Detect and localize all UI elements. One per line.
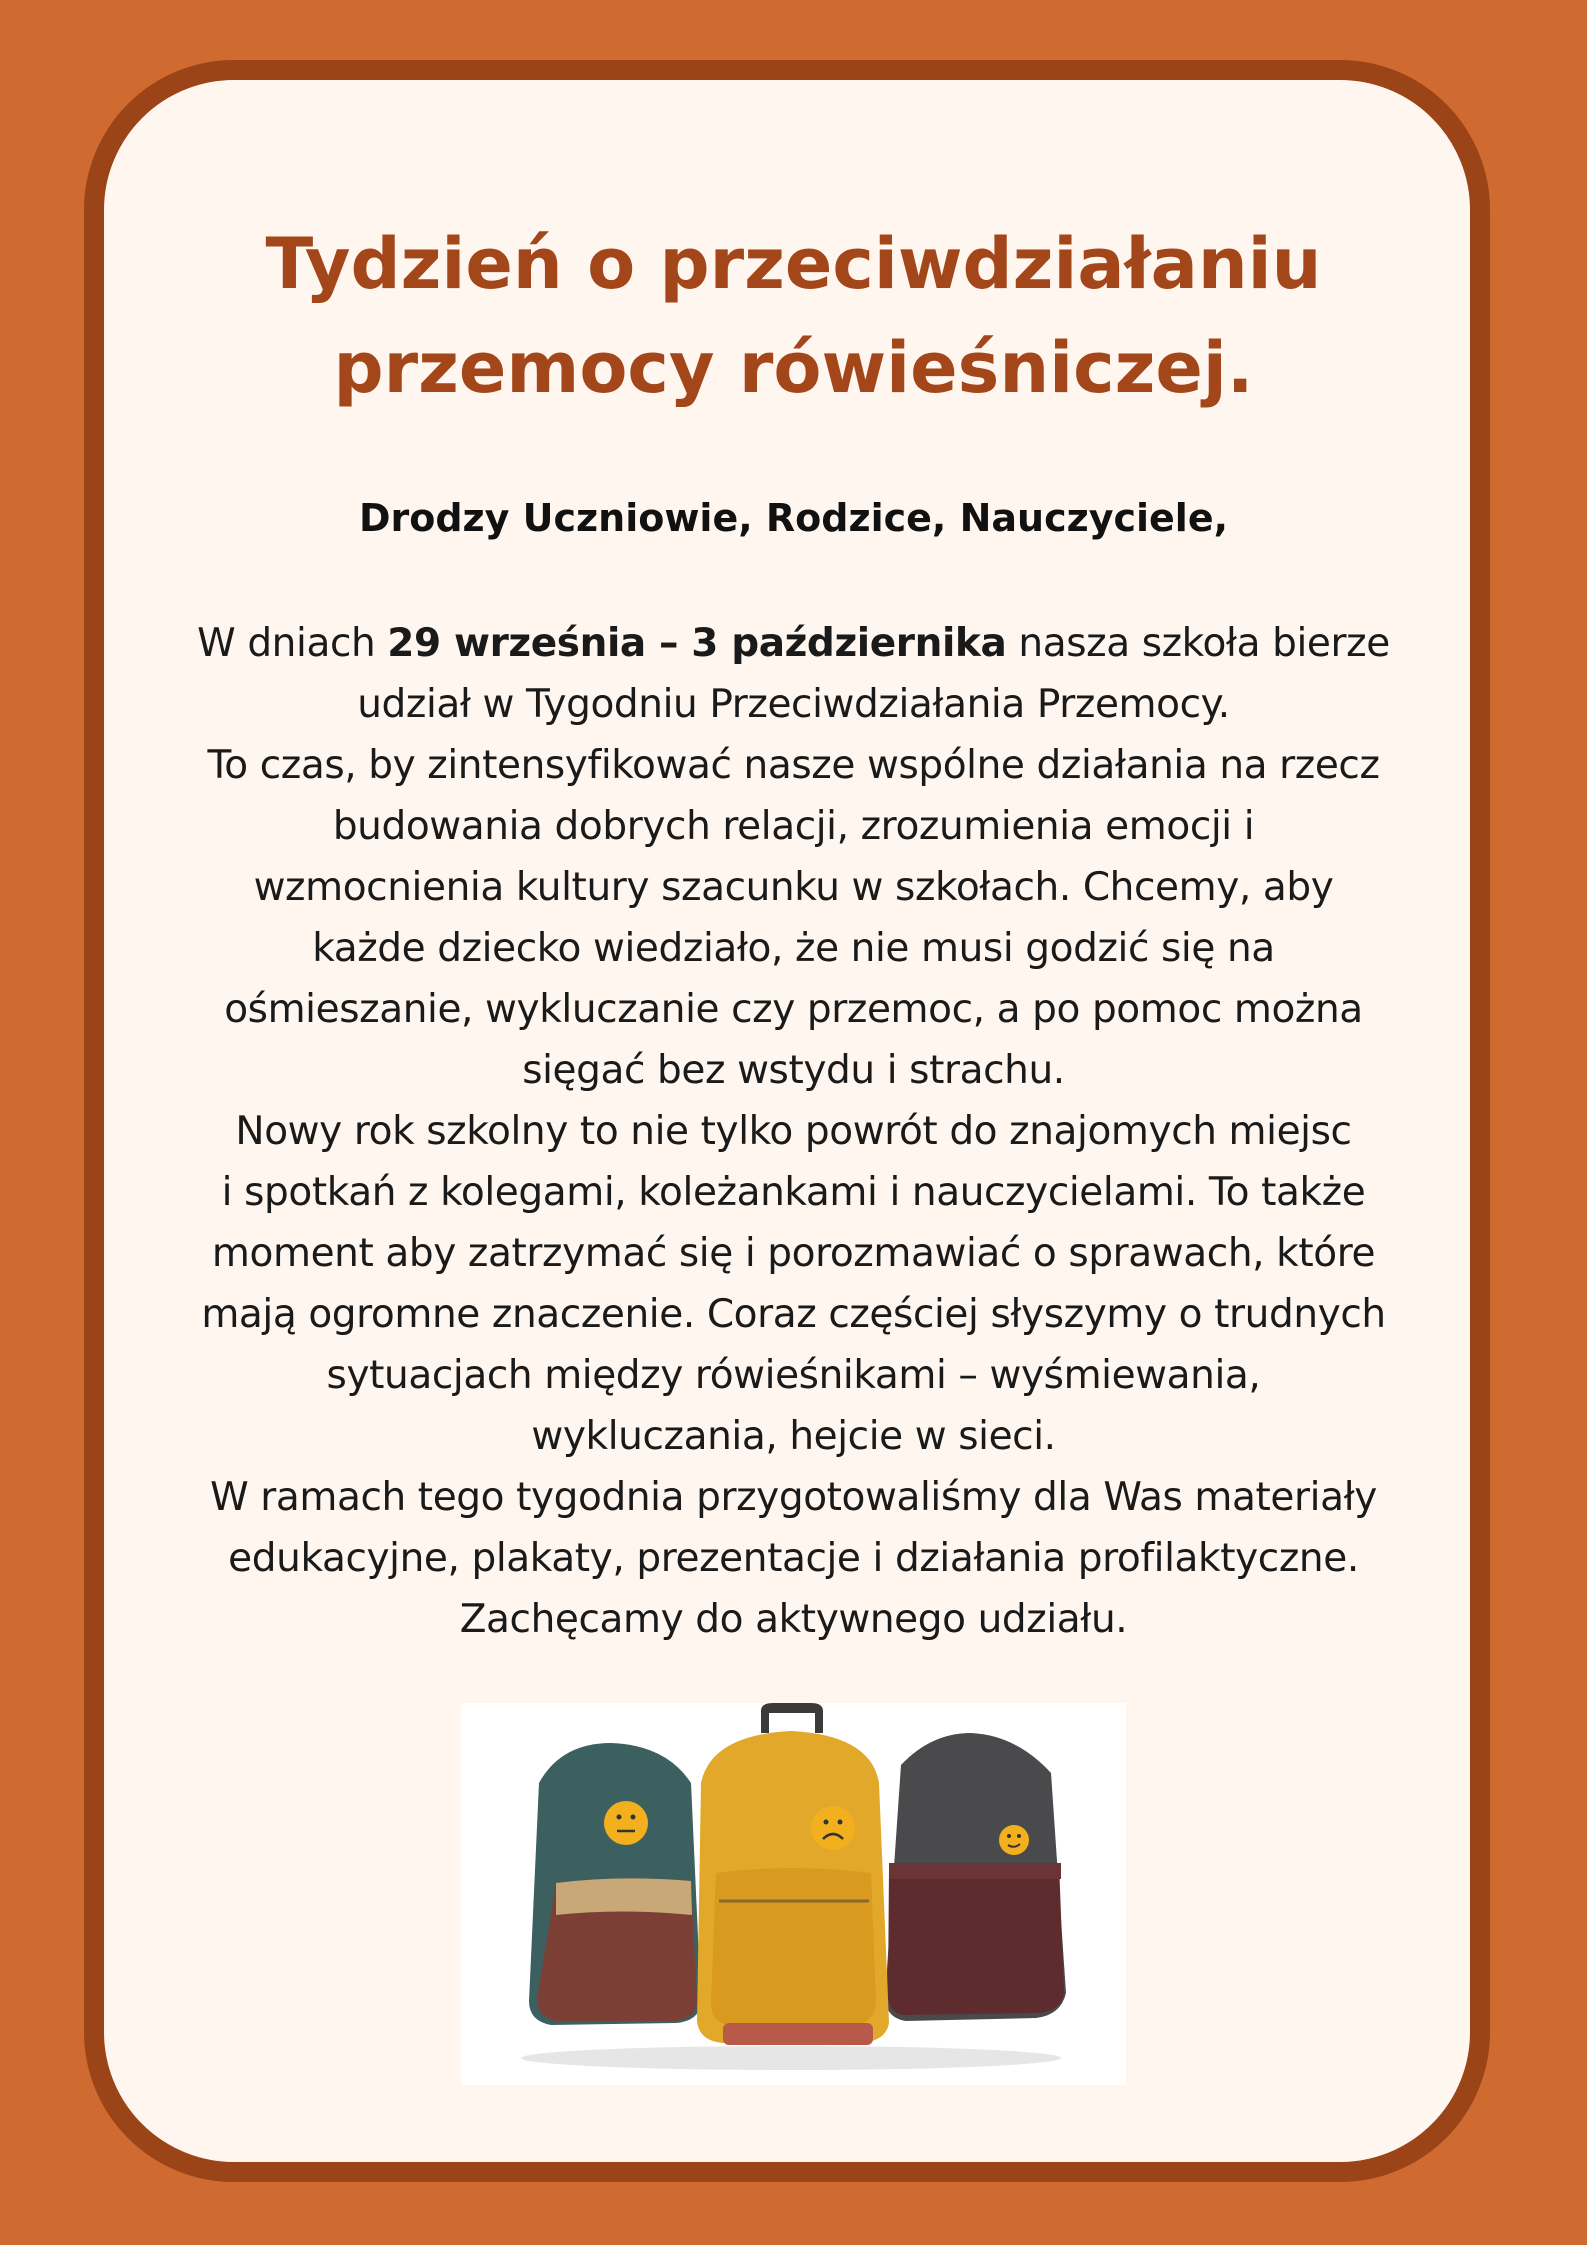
- body-line: budowania dobrych relacji, zrozumienia emocji i: [332, 804, 1255, 849]
- body-line: sytuacjach między rówieśnikami – wyśmiewania,: [326, 1353, 1261, 1398]
- body-line: Zachęcamy do aktywnego udziału.: [459, 1597, 1128, 1642]
- teal-backpack: [529, 1743, 701, 2025]
- body-line: wykluczania, hejcie w sieci.: [531, 1414, 1056, 1459]
- dark-backpack: [885, 1733, 1066, 2021]
- body-line: każde dziecko wiedziało, że nie musi godzić się na: [312, 926, 1275, 971]
- body-line-intro: W dniach 29 września – 3 października nasza szkoła bierze: [197, 621, 1390, 666]
- event-dates: 29 września – 3 października: [387, 621, 1007, 666]
- body-line: edukacyjne, plakaty, prezentacje i działania profilaktyczne.: [228, 1536, 1359, 1581]
- body-line: sięgać bez wstydu i strachu.: [522, 1048, 1065, 1093]
- body-line: W ramach tego tygodnia przygotowaliśmy dla Was materiały: [210, 1475, 1377, 1520]
- backpacks-image: [461, 1703, 1126, 2085]
- body-line: moment aby zatrzymać się i porozmawiać o sprawach, które: [211, 1231, 1376, 1276]
- backpacks-illustration: [461, 1703, 1126, 2085]
- body-line: mają ogromne znaczenie. Coraz częściej słyszymy o trudnych: [201, 1292, 1386, 1337]
- title-line-1: Tydzień o przeciwdziałaniu: [265, 223, 1322, 305]
- greeting: Drodzy Uczniowie, Rodzice, Nauczyciele,: [358, 496, 1229, 540]
- body-line: wzmocnienia kultury szacunku w szkołach. Chcemy, aby: [253, 865, 1334, 910]
- body-text: [0, 613, 1587, 1650]
- poster-title: [0, 212, 1587, 420]
- yellow-backpack: [697, 1703, 889, 2045]
- body-line: To czas, by zintensyfikować nasze wspólne działania na rzecz: [207, 743, 1380, 788]
- body-line: Nowy rok szkolny to nie tylko powrót do znajomych miejsc: [235, 1109, 1352, 1154]
- body-line: i spotkań z kolegami, koleżankami i nauczycielami. To także: [221, 1170, 1366, 1215]
- body-line: udział w Tygodniu Przeciwdziałania Przemocy.: [357, 682, 1230, 727]
- body-line: ośmieszanie, wykluczanie czy przemoc, a po pomoc można: [224, 987, 1363, 1032]
- title-line-2: przemocy rówieśniczej.: [333, 327, 1254, 409]
